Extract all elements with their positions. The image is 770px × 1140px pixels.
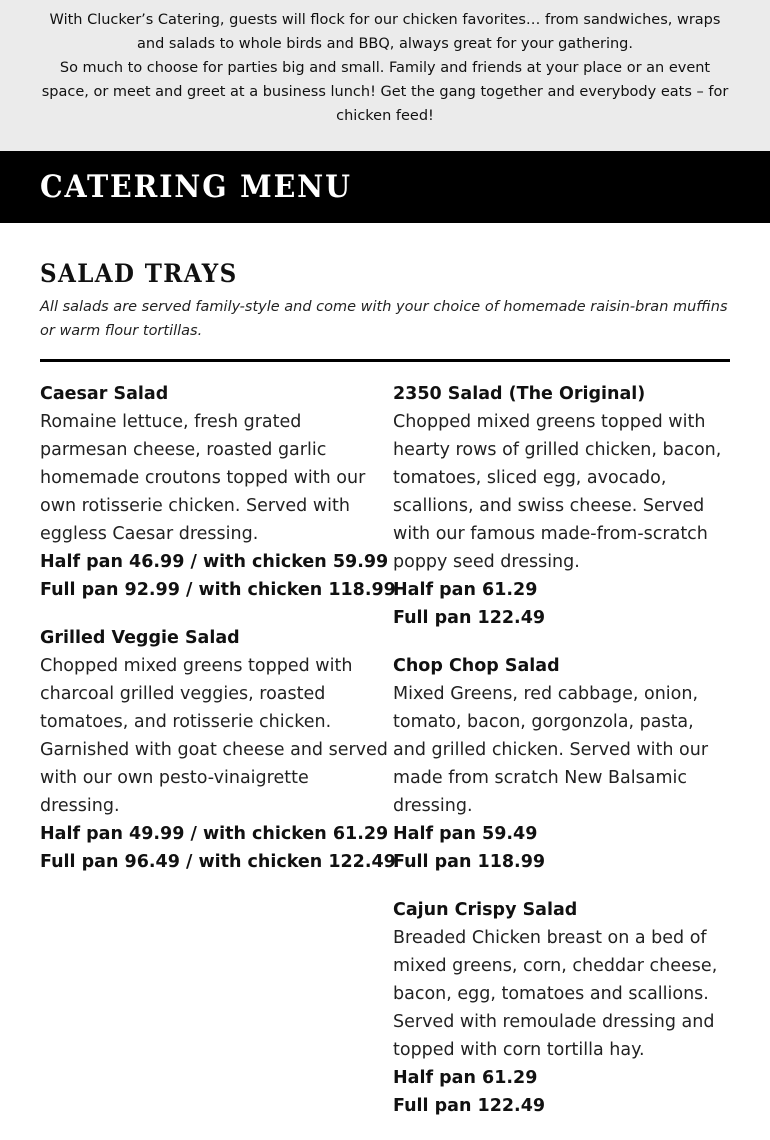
- menu-columns: [40, 380, 730, 1140]
- menu-item-chop-chop-salad: [393, 652, 730, 876]
- item-name: 2350 Salad (The Original): [393, 384, 646, 404]
- item-price-full: Full pan 122.49: [393, 608, 546, 628]
- intro-text-2: So much to choose for parties big and small. Family and friends at your place or an event space, or meet and greet at a business lunch! Get the gang together and everybody eats – for chicken feed!: [41, 60, 729, 124]
- menu-item-grilled-veggie-salad: [40, 624, 396, 876]
- item-price-half: Half pan 49.99 / with chicken 61.29: [40, 824, 389, 844]
- item-price-full: Full pan 92.99 / with chicken 118.99: [40, 580, 396, 600]
- section-title: SALAD TRAYS: [40, 259, 238, 288]
- item-name: Chop Chop Salad: [393, 656, 560, 676]
- item-description: Breaded Chicken breast on a bed of mixed greens, corn, cheddar cheese, bacon, egg, tomatoes and scallions. Served with remoulade dressing and topped with corn tortilla hay.: [393, 928, 718, 1060]
- section-subtitle: All salads are served family-style and come with your choice of homemade raisin-bran muffins or warm flour tortillas.: [40, 299, 728, 339]
- menu-item-2350-salad: [393, 380, 730, 632]
- menu-item-cajun-crispy-salad: [393, 896, 730, 1120]
- item-price-half: Half pan 46.99 / with chicken 59.99: [40, 552, 389, 572]
- menu-column-left: [40, 380, 396, 1140]
- item-name: Caesar Salad: [40, 384, 169, 404]
- intro-text-1: With Clucker’s Catering, guests will flock for our chicken favorites… from sandwiches, wraps and salads to whole birds and BBQ, always great for your gathering.: [49, 12, 721, 52]
- item-price-full: Full pan 122.49: [393, 1096, 546, 1116]
- item-price-half: Half pan 61.29: [393, 1068, 538, 1088]
- item-price-full: Full pan 118.99: [393, 852, 546, 872]
- item-name: Grilled Veggie Salad: [40, 628, 240, 648]
- intro-section: [0, 0, 770, 151]
- item-description: Chopped mixed greens topped with charcoal grilled veggies, roasted tomatoes, and rotisserie chicken. Garnished with goat cheese and served with our own pesto-vinaigrette dressing.: [40, 656, 388, 816]
- item-price-half: Half pan 61.29: [393, 580, 538, 600]
- menu-column-right: [393, 380, 730, 1140]
- item-description: Chopped mixed greens topped with hearty rows of grilled chicken, bacon, tomatoes, sliced egg, avocado, scallions, and swiss cheese. Served with our famous made-from-scratch poppy seed dressing.: [393, 412, 722, 572]
- item-price-full: Full pan 96.49 / with chicken 122.49: [40, 852, 396, 872]
- banner-title: CATERING MENU: [40, 169, 352, 205]
- salad-trays-section: [0, 223, 770, 1140]
- item-description: Romaine lettuce, fresh grated parmesan cheese, roasted garlic homemade croutons topped with our own rotisserie chicken. Served with eggless Caesar dressing.: [40, 412, 366, 544]
- section-divider: [40, 359, 730, 362]
- catering-menu-banner: [0, 151, 770, 223]
- item-description: Mixed Greens, red cabbage, onion, tomato, bacon, gorgonzola, pasta, and grilled chicken. Served with our made from scratch New Balsamic dressing.: [393, 684, 709, 816]
- item-name: Cajun Crispy Salad: [393, 900, 578, 920]
- item-price-half: Half pan 59.49: [393, 824, 538, 844]
- menu-item-caesar-salad: [40, 380, 396, 604]
